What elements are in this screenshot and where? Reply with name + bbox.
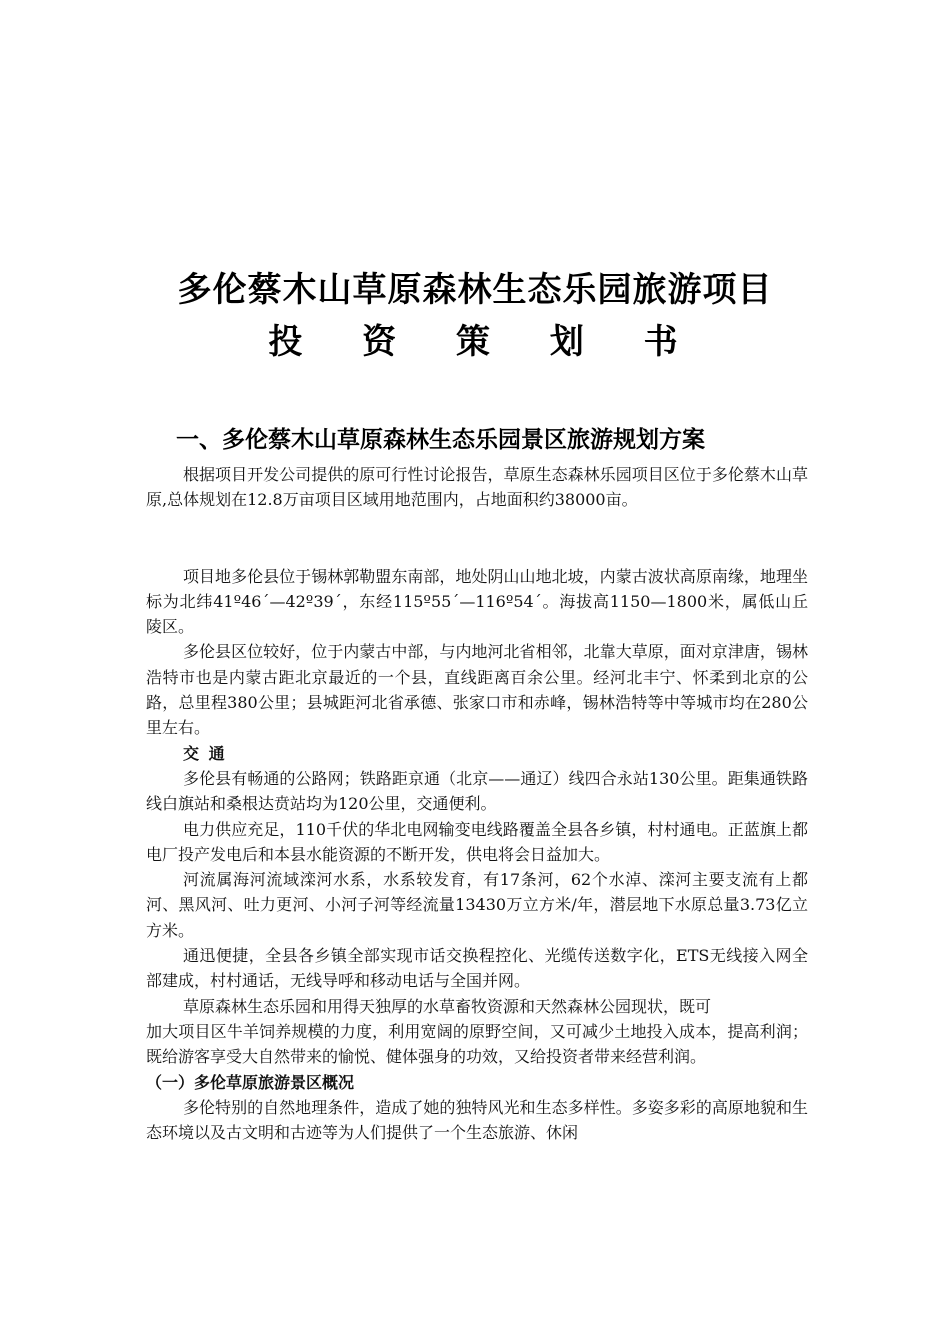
paragraph: 多伦县有畅通的公路网；铁路距京通（北京——通辽）线四合永站130公里。距集通铁路线白旗站和桑根达贲站均为120公里，交通便利。 xyxy=(146,768,808,814)
document-title: 多伦蔡木山草原森林生态乐园旅游项目 xyxy=(177,270,773,310)
traffic-heading: 交 通 xyxy=(183,743,227,763)
subsection-heading: （一）多伦草原旅游景区概况 xyxy=(146,1072,355,1092)
paragraph: 河流属海河流域滦河水系，水系较发育，有17条河，62个水淖、滦河主要支流有上都河、黑风河、吐力更河、小河子河等经流量13430万立方米/年，潜层地下水原总量3.73亿立方米。 xyxy=(146,870,808,940)
document-body xyxy=(146,462,808,1145)
paragraph: 电力供应充足，110千伏的华北电网输变电线路覆盖全县各乡镇，村村通电。正蓝旗上都电厂投产发电后和本县水能资源的不断开发，供电将会日益加大。 xyxy=(146,819,808,864)
paragraph: 多伦特别的自然地理条件，造成了她的独特风光和生态多样性。多姿多彩的高原地貌和生态环境以及古文明和古迹等为人们提供了一个生态旅游、休闲 xyxy=(146,1097,808,1143)
paragraph: 加大项目区牛羊饲养规模的力度，利用宽阔的原野空间，又可减少土地投入成本，提高利润；既给游客享受大自然带来的愉悦、健体强身的功效，又给投资者带来经营利润。 xyxy=(146,1021,808,1067)
paragraph: 草原森林生态乐园和用得天独厚的水草畜牧资源和天然森林公园现状，既可 xyxy=(183,996,712,1016)
paragraph-gap xyxy=(146,513,808,564)
paragraph: 通迅便捷，全县各乡镇全部实现市话交换程控化、光缆传送数字化，ETS无线接入网全部建成，村村通话，无线导呼和移动电话与全国并网。 xyxy=(146,946,808,991)
paragraph: 多伦县区位较好，位于内蒙古中部，与内地河北省相邻，北靠大草原，面对京津唐，锡林浩特市也是内蒙古距北京最近的一个县，直线距离百余公里。经河北丰宁、怀柔到北京的公路，总里程380公里；县城距河北省承德、张家口市和赤峰，锡林浩特等中等城市均在280公里左右。 xyxy=(146,642,808,738)
paragraph: 项目地多伦县位于锡林郭勒盟东南部，地处阴山山地北坡，内蒙古波状高原南缘，地理坐标为北纬41º46´—42º39´，东经115º55´—116º54´。海拔高1150—1800米，属低山丘陵区。 xyxy=(146,566,808,637)
paragraph: 根据项目开发公司提供的原可行性讨论报告，草原生态森林乐园项目区位于多伦蔡木山草原,总体规划在12.8万亩项目区域用地范围内，占地面积约38000亩。 xyxy=(146,465,808,510)
section-heading: 一、多伦蔡木山草原森林生态乐园景区旅游规划方案 xyxy=(176,427,705,453)
document-subtitle: 投 资 策 划 书 xyxy=(268,322,702,362)
